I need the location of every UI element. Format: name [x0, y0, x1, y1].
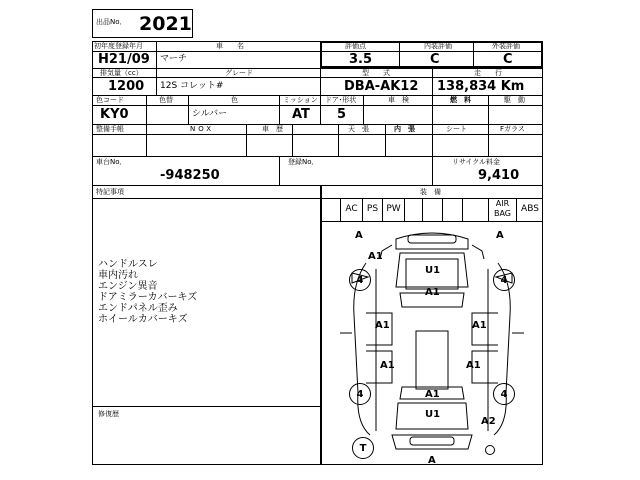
remark-item: エンジン異音: [98, 281, 158, 292]
mark-rear-right: A2: [481, 416, 496, 427]
equipment-cell: [404, 199, 422, 221]
equipment-cell: ABS: [516, 199, 543, 221]
recycle-value: 9,410: [478, 168, 520, 183]
fuel-label: 燃 料: [450, 96, 471, 104]
registration-label: 登録No．: [288, 158, 319, 166]
interior-eval-value: C: [430, 52, 440, 67]
doors-value: 5: [337, 107, 347, 122]
chassis-label: 車台No．: [96, 158, 127, 166]
mark-windshield: A1: [425, 287, 440, 298]
equipment-cell: AC: [340, 199, 362, 221]
nox-label: NOX: [190, 125, 215, 133]
remark-item: 車内汚れ: [98, 270, 138, 281]
repair-history-label: 修復歴: [98, 410, 119, 418]
lot-label: 出品No．: [96, 18, 127, 26]
mark-rear-bottom: A: [428, 455, 436, 466]
cc-value: 1200: [108, 79, 145, 94]
equipment-cell: [442, 199, 462, 221]
tire-rl-circle: 4: [349, 383, 371, 405]
mileage-value: 138,834 Km: [437, 79, 525, 94]
interior-trim-label: 内 張: [394, 125, 415, 133]
equipment-label: 装 備: [420, 188, 441, 196]
score-value: 3.5: [349, 52, 373, 67]
mark-roof: U1: [425, 265, 441, 276]
mark-right-front-door: A1: [472, 320, 487, 331]
lot-number: 2021: [139, 13, 192, 35]
color-label: 色: [231, 96, 238, 104]
mark-left-front-door: A1: [375, 320, 390, 331]
mark-trunk: U1: [425, 409, 441, 420]
mark-rear-window: A1: [425, 389, 440, 400]
cc-label: 排気量（cc）: [100, 69, 143, 77]
color-replace-label: 色替: [159, 96, 173, 104]
year-label: 初年度登録年月: [94, 42, 143, 50]
equipment-cell: [462, 199, 488, 221]
name-label: 車 名: [216, 42, 244, 50]
history-label: 車 歴: [262, 125, 283, 133]
fglass-label: Fガラス: [500, 125, 525, 133]
score-label: 評価点: [345, 42, 366, 50]
color-value: シルバー: [192, 109, 228, 119]
car-diagram: [322, 223, 542, 465]
mark-hood-left: A1: [368, 251, 383, 262]
mark-right-rear-door: A1: [466, 360, 481, 371]
mission-label: ミッション: [283, 96, 318, 104]
mileage-label: 走 行: [474, 69, 502, 77]
equipment-cell: PW: [382, 199, 404, 221]
doors-label: ドア･形状: [325, 96, 357, 104]
color-code-label: 色コード: [96, 96, 124, 104]
color-code-value: KY0: [100, 107, 129, 122]
exterior-eval-label: 外装評価: [492, 42, 520, 50]
drive-label: 駆 動: [504, 96, 525, 104]
mark-front-right: A: [496, 230, 504, 241]
recycle-label: リサイクル料金: [452, 158, 501, 166]
sunroof-label: 天 張: [348, 125, 369, 133]
chassis-value: -948250: [160, 168, 220, 183]
mission-value: AT: [292, 107, 310, 122]
tire-fr-circle: 4: [493, 269, 515, 291]
mark-front-left: A: [355, 230, 363, 241]
model-label: 型 式: [362, 69, 390, 77]
wheel-icon: [485, 445, 495, 455]
exterior-eval-value: C: [503, 52, 513, 67]
inspection-label: 車 検: [388, 96, 409, 104]
year-value: H21/09: [98, 52, 150, 67]
manual-label: 整備手帳: [96, 125, 124, 133]
remark-item: ハンドルスレ: [98, 259, 158, 270]
grade-label: グレード: [225, 69, 253, 77]
interior-eval-label: 内装評価: [424, 42, 452, 50]
equipment-cell: PS: [362, 199, 382, 221]
tire-rr-circle: 4: [493, 383, 515, 405]
seat-label: シート: [446, 125, 467, 133]
spare-tire-circle: T: [352, 437, 374, 459]
mark-left-rear-door: A1: [380, 360, 395, 371]
equipment-cell: AIR BAG: [488, 199, 516, 221]
equipment-cell: [422, 199, 442, 221]
remark-item: エンドパネル歪み: [98, 303, 178, 314]
car-name-value: マーチ: [160, 54, 188, 64]
remarks-label: 特記事項: [96, 188, 124, 196]
grade-value: 12S コレット#: [160, 81, 224, 91]
cabin-floor-shape: [416, 331, 448, 389]
model-value: DBA-AK12: [344, 79, 419, 94]
remarks-list: [98, 259, 197, 325]
remark-item: ドアミラーカバーキズ: [98, 292, 198, 303]
tire-fl-circle: 4: [349, 269, 371, 291]
remark-item: ホイールカバーキズ: [98, 314, 188, 325]
